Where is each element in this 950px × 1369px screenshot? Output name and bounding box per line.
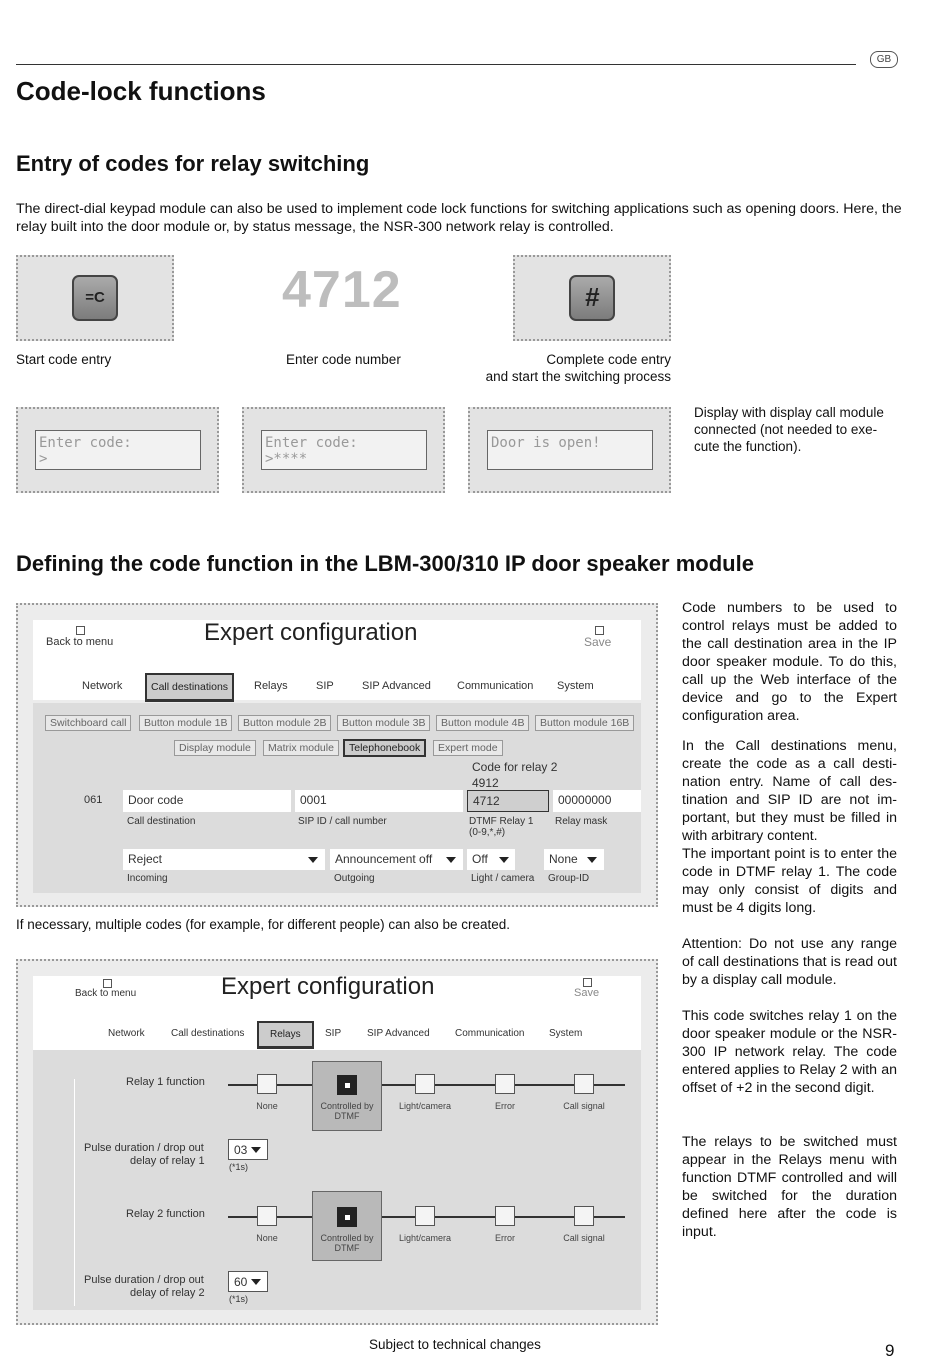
relay-1-call-signal-label: Call signal bbox=[563, 1101, 605, 1111]
relay-2-option-dtmf[interactable] bbox=[337, 1207, 357, 1227]
dtmf-label-1: DTMF Relay 1 bbox=[469, 816, 534, 827]
expert-config-relays-screenshot bbox=[16, 959, 658, 1325]
page-number: 9 bbox=[885, 1341, 895, 1360]
caption-complete-1: Complete code entry bbox=[546, 352, 671, 367]
screen2-tab-communication[interactable]: Communication bbox=[455, 1028, 525, 1039]
relay-2-error-label: Error bbox=[495, 1233, 515, 1243]
lcd-1-line-1: Enter code: bbox=[39, 435, 132, 451]
relay-2-option-light[interactable] bbox=[415, 1206, 435, 1226]
para-code-numbers: Code numbers to be used to control relays must be added to the call destination area in the IP door speaker module. To do this, call up the Web interface of the device and go to the Expert configuration area. bbox=[682, 600, 897, 724]
incoming-label: Incoming bbox=[127, 873, 168, 884]
tab-sip[interactable]: SIP bbox=[316, 680, 334, 692]
relay-1-error-label: Error bbox=[495, 1101, 515, 1111]
pulse-2-select[interactable]: 60 bbox=[228, 1271, 268, 1292]
screen2-tab-relays[interactable]: Relays bbox=[257, 1021, 314, 1049]
section-heading-defining: Defining the code function in the LBM-300/310 IP door speaker module bbox=[16, 551, 754, 576]
screen2-save-checkbox[interactable] bbox=[583, 978, 592, 987]
subtab-button-module-1b[interactable]: Button module 1B bbox=[139, 715, 232, 731]
screen2-tab-network[interactable]: Network bbox=[108, 1028, 145, 1039]
tab-network[interactable]: Network bbox=[82, 680, 123, 692]
dtmf-relay-1-input[interactable]: 4712 bbox=[467, 790, 549, 812]
relay-mask-input[interactable]: 00000000 bbox=[553, 790, 641, 812]
pulse-1-label-1: Pulse duration / drop out bbox=[84, 1142, 204, 1154]
light-camera-select[interactable]: Off bbox=[467, 849, 515, 870]
pulse-1-dropdown-icon[interactable] bbox=[251, 1147, 261, 1153]
relay-2-label: Relay 2 function bbox=[126, 1208, 205, 1220]
relay-1-option-dtmf[interactable] bbox=[337, 1075, 357, 1095]
lcd-2-line-2: >**** bbox=[265, 451, 308, 467]
caption-enter: Enter code number bbox=[286, 352, 401, 367]
subtab-button-module-16b[interactable]: Button module 16B bbox=[535, 715, 634, 731]
screen2-tab-call-destinations[interactable]: Call destinations bbox=[171, 1028, 245, 1039]
back-checkbox[interactable] bbox=[76, 626, 85, 635]
display-panel-2 bbox=[242, 407, 445, 493]
hash-key-icon: # bbox=[569, 275, 615, 321]
save-checkbox[interactable] bbox=[595, 626, 604, 635]
group-id-label: Group-ID bbox=[548, 873, 590, 884]
dtmf-label-2: (0-9,*,#) bbox=[469, 827, 506, 838]
sip-id-input[interactable]: 0001 bbox=[295, 790, 463, 812]
relay-2-option-call-signal[interactable] bbox=[574, 1206, 594, 1226]
pulse-2-label-1: Pulse duration / drop out bbox=[84, 1274, 204, 1286]
footer-note: Subject to technical changes bbox=[369, 1337, 541, 1352]
tab-relays[interactable]: Relays bbox=[254, 680, 288, 692]
screen2-title: Expert configuration bbox=[221, 973, 435, 1000]
multi-code-note: If necessary, multiple codes (for example, for different people) can also be created. bbox=[16, 917, 511, 932]
group-id-select[interactable]: None bbox=[544, 849, 604, 870]
relay-1-option-error[interactable] bbox=[495, 1074, 515, 1094]
clear-key-icon: =C bbox=[72, 275, 118, 321]
pulse-1-label-2: delay of relay 1 bbox=[130, 1155, 205, 1167]
row-index: 061 bbox=[84, 794, 103, 806]
code-number: 4712 bbox=[282, 261, 402, 319]
para-relays-menu: The relays to be switched must appear in the Relays menu with function DTMF controlled and will be switched for the duration defined here after the code is input. bbox=[682, 1134, 897, 1240]
code-note-2: 4912 bbox=[472, 776, 499, 790]
screen2-tab-sip-advanced[interactable]: SIP Advanced bbox=[367, 1028, 430, 1039]
pulse-2-unit: (*1s) bbox=[229, 1294, 249, 1304]
subtab-telephonebook[interactable]: Telephonebook bbox=[343, 739, 426, 757]
header-rule bbox=[16, 64, 856, 65]
lcd-screen-2 bbox=[261, 430, 427, 470]
subtab-button-module-2b[interactable]: Button module 2B bbox=[238, 715, 331, 731]
subtab-button-module-3b[interactable]: Button module 3B bbox=[337, 715, 430, 731]
intro-paragraph: The direct-dial keypad module can also be used to implement code lock functions for switching applications such as opening doors. Here, the relay built into the door module or, by status message, the NSR-300 network relay is controlled. bbox=[16, 201, 902, 235]
caption-start: Start code entry bbox=[16, 352, 112, 367]
subtab-switchboard-call[interactable]: Switchboard call bbox=[45, 715, 131, 731]
relay-2-call-signal-label: Call signal bbox=[563, 1233, 605, 1243]
screen2-back-checkbox[interactable] bbox=[103, 979, 112, 988]
call-destination-input[interactable]: Door code bbox=[123, 790, 291, 812]
relay-2-light-label: Light/camera bbox=[398, 1233, 452, 1243]
call-destination-label: Call destination bbox=[127, 816, 196, 827]
tab-communication[interactable]: Communication bbox=[457, 680, 534, 692]
screen1-title: Expert configuration bbox=[204, 619, 418, 646]
relay-1-option-light[interactable] bbox=[415, 1074, 435, 1094]
para-important-point: The important point is to enter the code in DTMF relay 1. The code may only consist of digits and must be 4 digits long. bbox=[682, 846, 897, 916]
relay-1-dtmf-label: Controlled by DTMF bbox=[320, 1101, 374, 1121]
caption-complete-2: and start the switching process bbox=[485, 369, 671, 384]
end-key-panel bbox=[513, 255, 671, 341]
tab-sip-advanced[interactable]: SIP Advanced bbox=[362, 680, 431, 692]
subtab-button-module-4b[interactable]: Button module 4B bbox=[436, 715, 529, 731]
para-call-destinations: In the Call destinations menu, create the code as a call desti-nation entry. Name of call des-tination and SIP ID are not im-portant, but they must be filled in with arbitrary content. bbox=[682, 738, 897, 844]
outgoing-dropdown-icon[interactable] bbox=[446, 857, 456, 863]
relay-2-option-error[interactable] bbox=[495, 1206, 515, 1226]
para-relay-switch: This code switches relay 1 on the door speaker module or the NSR-300 IP network relay. The code entered applies to Relay 2 with an offset of +2 in the second digit. bbox=[682, 1008, 897, 1096]
lcd-1-line-2: > bbox=[39, 451, 48, 467]
outgoing-label: Outgoing bbox=[334, 873, 375, 884]
code-note-1: Code for relay 2 bbox=[472, 760, 558, 774]
outgoing-select[interactable]: Announcement off bbox=[330, 849, 463, 870]
lcd-screen-1 bbox=[35, 430, 201, 470]
relay-1-light-label: Light/camera bbox=[398, 1101, 452, 1111]
relay-divider bbox=[74, 1079, 75, 1306]
lcd-3-line-1: Door is open! bbox=[491, 435, 601, 451]
light-camera-label: Light / camera bbox=[471, 873, 535, 884]
language-badge: GB bbox=[870, 51, 898, 68]
relay-1-option-none[interactable] bbox=[257, 1074, 277, 1094]
screen2-save-link[interactable]: Save bbox=[574, 987, 600, 999]
display-note: Display with display call module connected (not needed to exe-cute the function). bbox=[694, 405, 884, 454]
tab-system[interactable]: System bbox=[557, 680, 594, 692]
lcd-2-line-1: Enter code: bbox=[265, 435, 358, 451]
relay-1-label: Relay 1 function bbox=[126, 1076, 205, 1088]
tab-call-destinations[interactable]: Call destinations bbox=[145, 673, 234, 702]
subtab-display-module[interactable]: Display module bbox=[174, 740, 256, 756]
relay-1-none-label: None bbox=[256, 1101, 278, 1111]
group-dropdown-icon[interactable] bbox=[587, 857, 597, 863]
right-column bbox=[682, 599, 897, 1241]
incoming-dropdown-icon[interactable] bbox=[308, 857, 318, 863]
display-panel-1 bbox=[16, 407, 219, 493]
lcd-screen-3 bbox=[487, 430, 653, 470]
screen2-tab-sip[interactable]: SIP bbox=[325, 1028, 342, 1039]
pulse-1-unit: (*1s) bbox=[229, 1162, 249, 1172]
pulse-1-select[interactable]: 03 bbox=[228, 1139, 268, 1160]
relay-2-dtmf-label: Controlled by DTMF bbox=[320, 1233, 374, 1253]
subtab-matrix-module[interactable]: Matrix module bbox=[263, 740, 339, 756]
relay-1-option-call-signal[interactable] bbox=[574, 1074, 594, 1094]
expert-config-call-destinations-screenshot bbox=[16, 603, 658, 907]
display-panel-3 bbox=[468, 407, 671, 493]
pulse-2-label-2: delay of relay 2 bbox=[130, 1287, 205, 1299]
back-to-menu-link[interactable]: Back to menu bbox=[46, 636, 114, 648]
sip-id-label: SIP ID / call number bbox=[298, 816, 387, 827]
page-title: Code-lock functions bbox=[16, 76, 266, 106]
section-heading-entry: Entry of codes for relay switching bbox=[16, 151, 370, 176]
light-dropdown-icon[interactable] bbox=[499, 857, 509, 863]
start-key-panel bbox=[16, 255, 174, 341]
screen2-back-link[interactable]: Back to menu bbox=[75, 988, 137, 999]
save-link[interactable]: Save bbox=[584, 635, 612, 649]
subtab-expert-mode[interactable]: Expert mode bbox=[433, 740, 503, 756]
screen2-tab-system[interactable]: System bbox=[549, 1028, 583, 1039]
relay-2-option-none[interactable] bbox=[257, 1206, 277, 1226]
incoming-select[interactable]: Reject bbox=[123, 849, 325, 870]
pulse-2-dropdown-icon[interactable] bbox=[251, 1279, 261, 1285]
relay-mask-label: Relay mask bbox=[555, 816, 608, 827]
relay-2-none-label: None bbox=[256, 1233, 278, 1243]
para-attention: Attention: Do not use any range of call destinations that is read out by a display call module. bbox=[682, 936, 897, 988]
